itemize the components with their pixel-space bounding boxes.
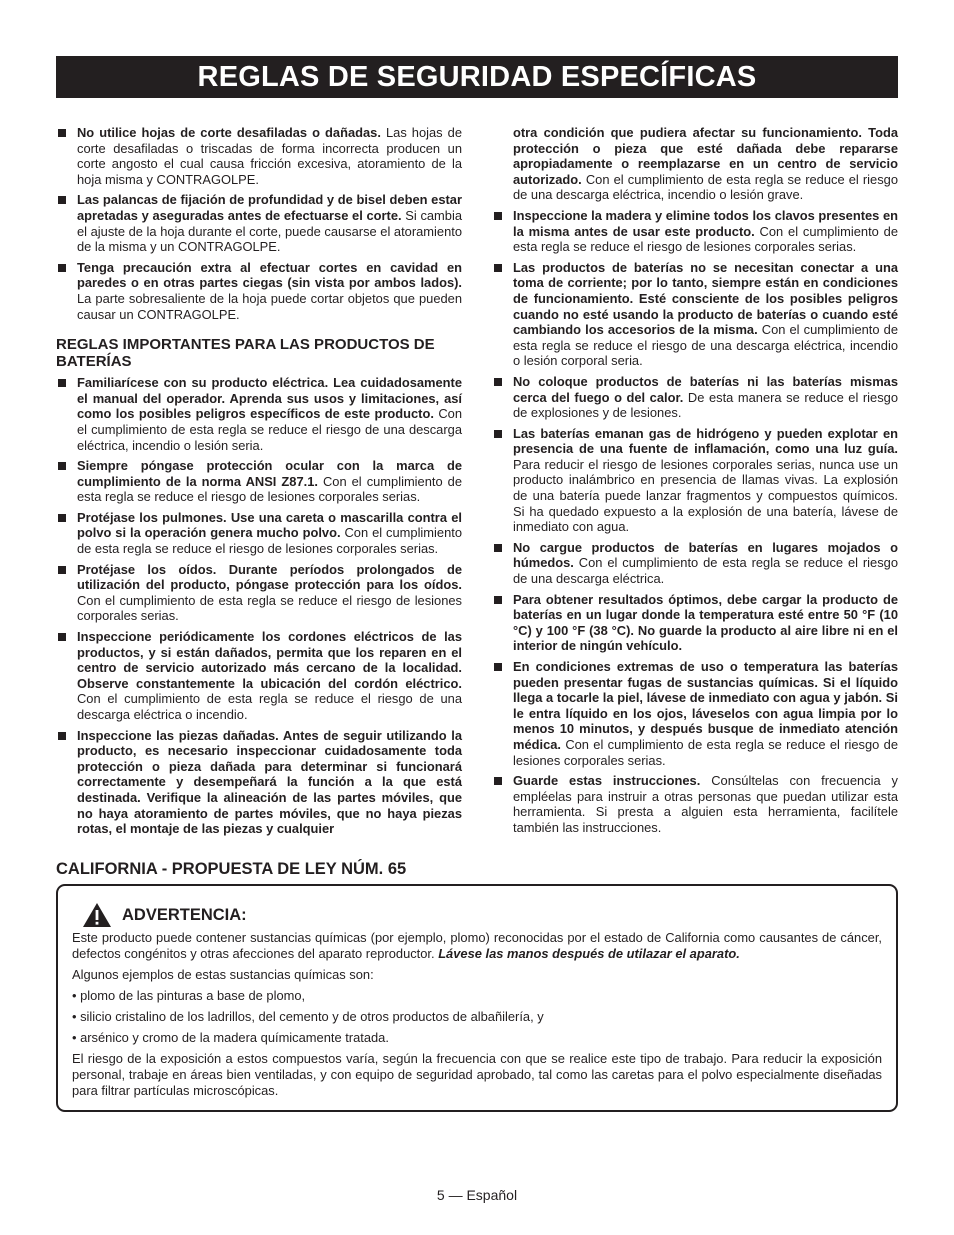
bullet-item xyxy=(56,125,462,187)
item-bold: otra condición que pudiera afectar su funcionamiento. Toda protección o pieza que esté dañada debe repararse apropiadamente o reemplazarse en un centro de servicio autorizado. xyxy=(513,125,898,187)
bullet-item xyxy=(56,728,462,837)
square-bullet-icon xyxy=(494,378,502,386)
item-text: La parte sobresaliente de la hoja puede cortar objetos que pueden causar un CONTRAGOLPE. xyxy=(77,290,462,322)
bullet-item xyxy=(492,773,898,835)
bullet-item xyxy=(56,192,462,254)
square-bullet-icon xyxy=(494,212,502,220)
bullet-item xyxy=(492,592,898,654)
square-bullet-icon xyxy=(58,732,66,740)
item-bold: Inspeccione periódicamente los cordones eléctricos de las productos, y si están dañados, permita que los reparen en el centro de servicio autorizado más cercano de la localidad. Observe constantemente la ubicación del cordón eléctrico. xyxy=(77,629,462,691)
item-text: De esta manera se reduce el riesgo de explosiones y de lesiones. xyxy=(513,389,898,421)
square-bullet-icon xyxy=(58,514,66,522)
item-text: Con el cumplimiento de esta regla se reduce el riesgo de una descarga eléctrica, incendio o lesión grave. xyxy=(513,171,898,203)
left-items-bottom xyxy=(56,375,462,837)
item-bold: No utilice hojas de corte desafiladas o dañadas. xyxy=(77,125,381,140)
square-bullet-icon xyxy=(58,379,66,387)
item-text: Con el cumplimiento de esta regla se reduce el riesgo de una descarga eléctrica. xyxy=(513,555,898,587)
left-items-top xyxy=(56,125,462,322)
bullet-item xyxy=(492,659,898,768)
bullet-item xyxy=(56,510,462,557)
square-bullet-icon xyxy=(494,777,502,785)
square-bullet-icon xyxy=(494,264,502,272)
warning-list-item: • silicio cristalino de los ladrillos, del cemento y de otros productos de albañilería, y xyxy=(72,1009,544,1024)
item-bold: Siempre póngase protección ocular con la marca de cumplimiento de la norma ANSI Z87.1. xyxy=(77,458,462,489)
continued-item xyxy=(492,125,898,203)
california-heading: CALIFORNIA - PROPUESTA DE LEY NÚM. 65 xyxy=(56,860,407,878)
square-bullet-icon xyxy=(494,544,502,552)
warning-paragraph-2: Algunos ejemplos de estas sustancias químicas son: xyxy=(72,967,374,982)
bullet-item xyxy=(492,426,898,535)
square-bullet-icon xyxy=(58,129,66,137)
battery-rules-heading: REGLAS IMPORTANTES PARA LAS PRODUCTOS DE BATERÍAS xyxy=(56,336,435,371)
warning-list-item: • plomo de las pinturas a base de plomo, xyxy=(72,988,306,1003)
right-column xyxy=(492,125,898,841)
square-bullet-icon xyxy=(494,430,502,438)
item-bold: Familiarícese con su producto eléctrica. Lea cuidadosamente el manual del operador. Aprenda sus usos y limitaciones, así como los posibles peligros específicos de este producto. xyxy=(77,375,462,422)
item-bold: Inspeccione las piezas dañadas. Antes de seguir utilizando la producto, es necesario inspeccionar cuidadosamente toda protección o pieza dañada para determinar si funcionará correctamente y desempeñará la función a la que está destinada. Verifique la alineación de las partes móviles, que no haya atoramiento de partes móviles, que no haya piezas rotas, el montaje de las piezas y cualquier xyxy=(77,727,462,837)
bullet-item xyxy=(492,260,898,369)
page-footer: 5 — Español xyxy=(436,1187,518,1203)
item-text: Con el cumplimiento de esta regla se reduce el riesgo de lesiones corporales serias. xyxy=(77,473,462,505)
item-text: Con el cumplimiento de esta regla se reduce el riesgo de una descarga eléctrica, incendio o lesión seria. xyxy=(77,406,462,453)
bullet-item xyxy=(492,374,898,421)
item-text: Con el cumplimiento de esta regla se reduce el riesgo de una descarga eléctrica o incendio. xyxy=(77,691,462,722)
warning-paragraph-3: El riesgo de la exposición a estos compuestos varía, según la frecuencia con que se realice este tipo de trabajo. Para reducir la exposición personal, trabaje en áreas bien ventiladas, y con equipo de seguridad aprobado, tal como las caretas para el polvo especialmente diseñadas para filtrar partículas microscópicas. xyxy=(72,1051,882,1098)
item-bold: No coloque productos de baterías ni las baterías mismas cerca del fuego o del calor. xyxy=(513,373,898,405)
square-bullet-icon xyxy=(58,264,66,272)
item-text: Las hojas de corte desafiladas o triscadas de forma incorrecta producen un corte angosto el cual causa fricción excesiva, atoramiento de la hoja misma y CONTRAGOLPE. xyxy=(77,125,462,187)
item-text: Con el cumplimiento de esta regla se reduce el riesgo de una descarga eléctrica, incendio o lesión corporal seria. xyxy=(513,322,898,369)
item-text: Con el cumplimiento de esta regla se reduce el riesgo de lesiones corporales serias. xyxy=(77,525,462,557)
square-bullet-icon xyxy=(58,633,66,641)
item-text: Consúltelas con frecuencia y empléelas para instruir a otras personas que puedan utilizar esta herramienta. Si presta a alguien esta herramienta, facilítele también las instrucciones. xyxy=(513,773,898,835)
item-bold: Inspeccione la madera y elimine todos los clavos presentes en la misma antes de usar este producto. xyxy=(513,207,898,239)
square-bullet-icon xyxy=(494,596,502,604)
bullet-item xyxy=(56,562,462,624)
bullet-item xyxy=(56,458,462,505)
square-bullet-icon xyxy=(58,196,66,204)
right-items xyxy=(492,208,898,836)
item-bold: Guarde estas instrucciones. xyxy=(513,773,701,789)
bullet-item xyxy=(492,540,898,587)
item-bold: En condiciones extremas de uso o temperatura las baterías pueden presentar fugas de sustancias químicas. Si el líquido llega a tocarle la piel, lávese de inmediato con agua y jabón. Si le entra líquido en los ojos, láveselos con agua limpia por lo menos 10 minutos, y después busque de inmediato atención médica. xyxy=(513,659,898,752)
bullet-item xyxy=(56,260,462,322)
item-bold: Para obtener resultados óptimos, debe cargar la producto de baterías en un lugar donde la temperatura esté entre 50 °F (10 °C) y 100 °F (38 °C). No guarde la producto al aire libre ni en el interior de ningún vehículo. xyxy=(513,591,898,654)
item-bold: Las palancas de fijación de profundidad y de bisel deben estar apretadas y aseguradas antes de efectuarse el corte. xyxy=(77,192,462,223)
item-text: Para reducir el riesgo de lesiones corporales serias, nunca use un producto inalámbrico en presencia de llamas vivas. La explosión de una batería puede lanzar fragmentos y compuestos químicos. Si ha quedado expuesto a la explosión de una batería, lávese de inmediato con agua. xyxy=(513,456,898,535)
square-bullet-icon xyxy=(58,462,66,470)
left-column xyxy=(56,125,462,842)
item-bold: Tenga precaución extra al efectuar cortes en cavidad en paredes o en otras partes ciegas (sin vista por ambos lados). xyxy=(77,259,462,291)
item-bold: No cargue productos de baterías en lugares mojados o húmedos. xyxy=(513,539,898,571)
warning-box xyxy=(56,884,898,1112)
square-bullet-icon xyxy=(58,566,66,574)
item-text: Si cambia el ajuste de la hoja durante el corte, puede causarse el atoramiento de la misma y un CONTRAGOLPE. xyxy=(77,207,463,255)
warning-paragraph-1: Este producto puede contener sustancias químicas (por ejemplo, plomo) reconocidas por el estado de California como causantes de cáncer, defectos congénitos y otras afecciones del aparato reproductor. Lávese las manos después de utilazar el aparato. xyxy=(72,930,882,961)
warning-list-item: • arsénico y cromo de la madera químicamente tratada. xyxy=(72,1030,389,1045)
page-title: REGLAS DE SEGURIDAD ESPECÍFICAS xyxy=(56,56,898,98)
item-text: Con el cumplimiento de esta regla se reduce el riesgo de lesiones corporales serias. xyxy=(513,223,898,255)
warning-triangle-icon xyxy=(82,902,112,928)
bullet-item xyxy=(56,629,462,723)
item-bold: Las productos de baterías no se necesitan conectar a una toma de corriente; por lo tanto, siempre están en condiciones de funcionamiento. Esté consciente de los posibles peligros cuando no esté usando la producto de baterías o cuando esté cambiando los accesorios de la misma. xyxy=(513,259,898,338)
item-bold: Las baterías emanan gas de hidrógeno y pueden explotar en presencia de una fuente de inflamación, como una luz guía. xyxy=(513,425,898,457)
warning-title xyxy=(82,902,882,928)
item-bold: Protéjase los pulmones. Use una careta o mascarilla contra el polvo si la operación genera mucho polvo. xyxy=(77,509,462,541)
bullet-item xyxy=(492,208,898,255)
item-bold: Protéjase los oídos. Durante períodos prolongados de utilización del producto, póngase protección para los oídos. xyxy=(77,561,462,593)
bullet-item xyxy=(56,375,462,453)
item-text: Con el cumplimiento de esta regla se reduce el riesgo de lesiones corporales serias. xyxy=(513,736,898,768)
warning-title-text: ADVERTENCIA: xyxy=(122,906,247,924)
item-text: Con el cumplimiento de esta regla se reduce el riesgo de lesiones corporales serias. xyxy=(77,592,462,624)
square-bullet-icon xyxy=(494,663,502,671)
